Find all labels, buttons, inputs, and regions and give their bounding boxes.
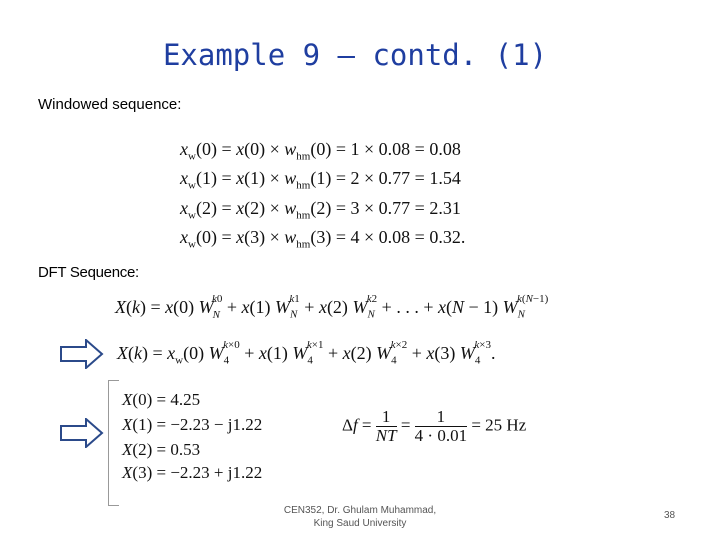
dft-result: X(3) = −2.23 + j1.22 [122, 463, 263, 482]
windowed-equation: $x_w(0) = x(0) \times w_{hm}(0) = 1 \times 0.08 = 0.08$ [180, 139, 461, 163]
slide-title: Example 9 – contd. (1) [162, 38, 548, 72]
dft-four-point-formula: $X(k) = x_w(0) W_4^{k\times 0} + x(1) W_4^{k\times 1} + x(2) W_4^{k\times 2} + x(3)$ $W_4^{k\times 3}$. [117, 339, 496, 367]
dft-general-formula: X(k) = x(0) $W_N^{k0} + x(1) W_N^{k1} + x(2) W_N^{k2}$ + . . . + x(N − 1) $W_N^{k(N-1)}$ [115, 293, 549, 321]
footer-line: CEN352, Dr. Ghulam Muhammad, [283, 505, 437, 516]
windowed-equation: $x_w(1) = x(1) \times w_{hm}(1) = 2 \times 0.77 = 1.54$ [180, 168, 461, 192]
footer-line: King Saud University [313, 518, 407, 529]
windowed-equation: $x_w(0) = x(3) \times w_{hm}(3) = 4 \times 0.08 = 0.32$. [180, 227, 466, 251]
windowed-sequence-label: Windowed sequence: [38, 96, 182, 113]
arrow-right-icon [60, 339, 104, 369]
dft-sequence-label: DFT Sequence: [38, 264, 139, 281]
dft-result: X(1) = −2.23 − j1.22 [122, 415, 263, 434]
windowed-equation: $x_w(2) = x(2) \times w_{hm}(2) = 3 \times 0.77 = 2.31$ [180, 198, 461, 222]
page-number: 38 [664, 510, 676, 521]
dft-result: X(2) = 0.53 [122, 440, 201, 459]
dft-result: X(0) = 4.25 [122, 390, 201, 409]
slide-footer [250, 504, 470, 530]
frequency-resolution-formula: Δf = $\frac{1}{NT}$ = $\frac{1}{4 \cdot 0.01}$ = 25 Hz [342, 407, 527, 445]
results-bracket [108, 380, 119, 506]
arrow-right-icon [60, 418, 104, 448]
